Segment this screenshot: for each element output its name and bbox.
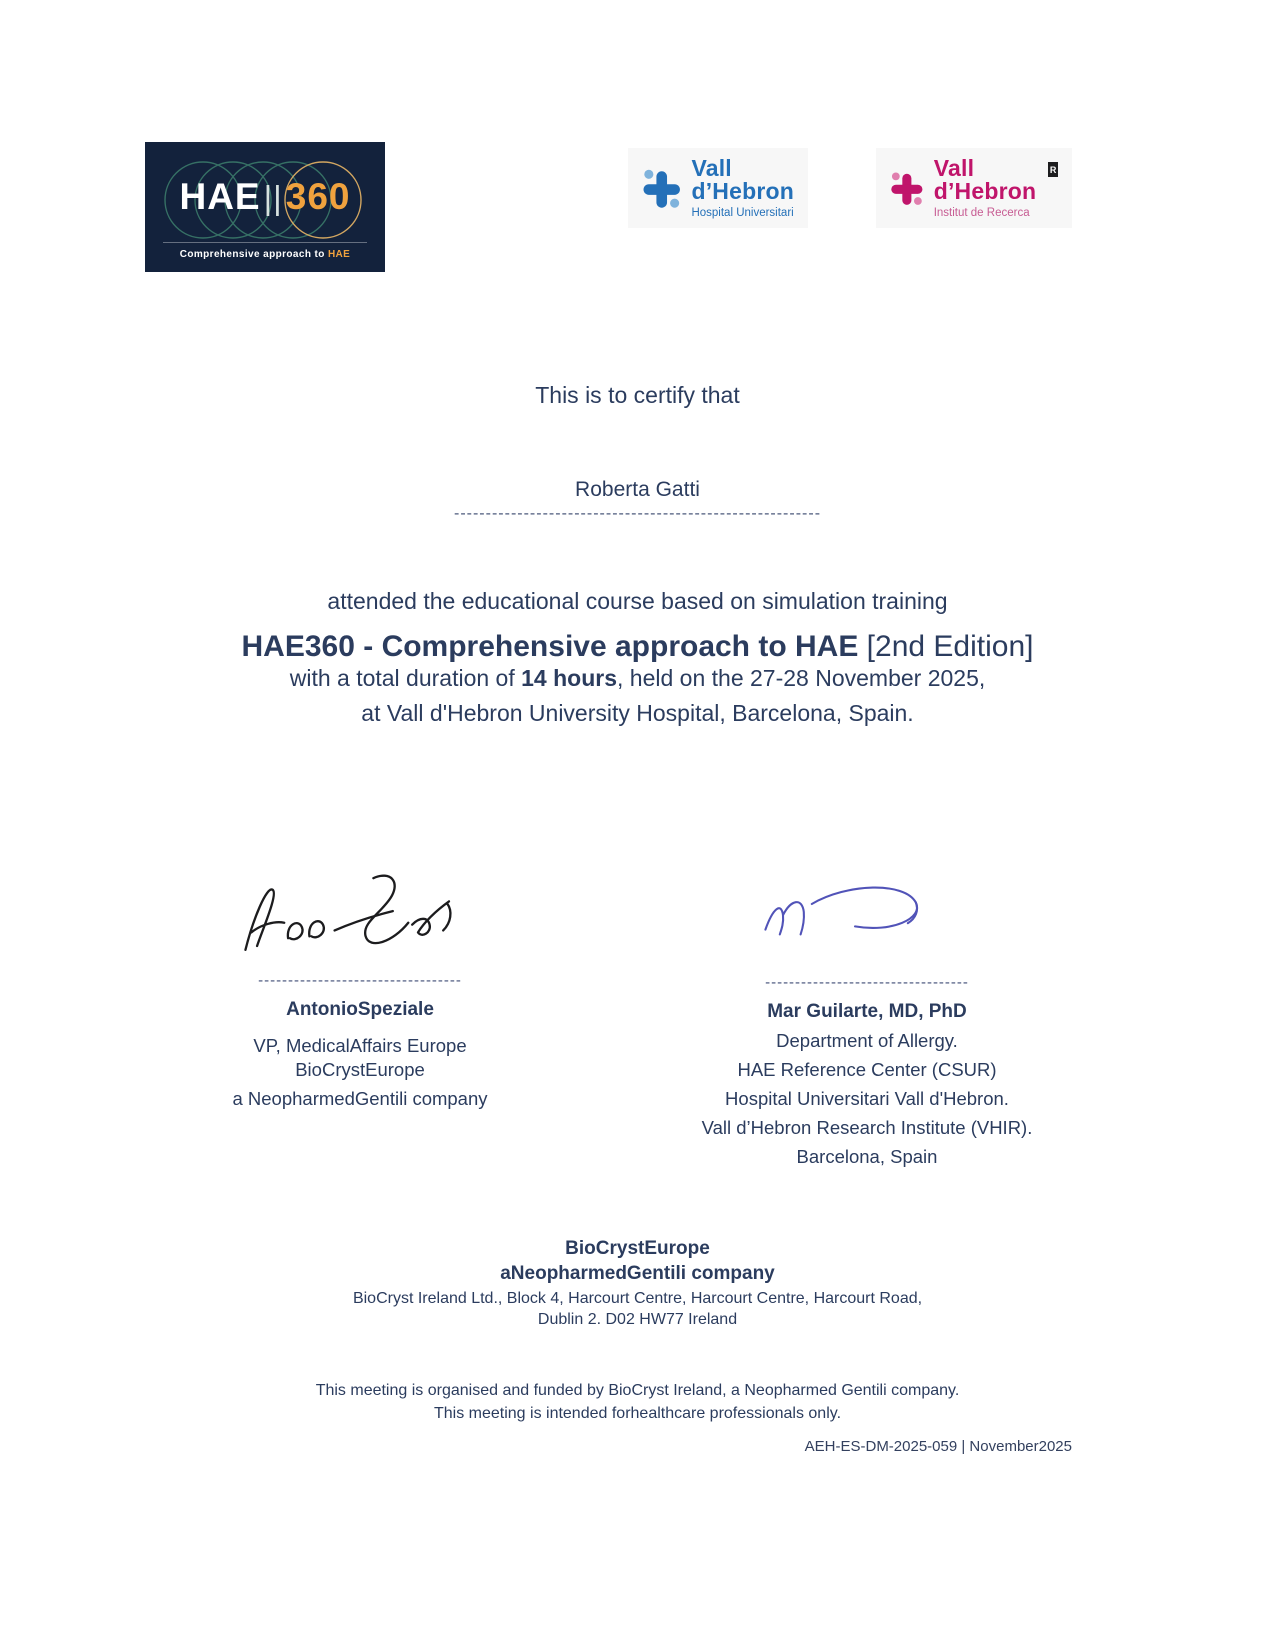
duration-prefix: with a total duration of <box>289 665 522 691</box>
institut-cross-icon <box>890 160 924 216</box>
institut-logo-text <box>933 154 1037 219</box>
left-signature-underline: ---------------------------------- <box>258 972 462 989</box>
course-title-line <box>0 630 1275 664</box>
institut-registered-mark-icon: R <box>1048 162 1058 177</box>
right-signatory-name: Mar Guilarte, MD, PhD <box>767 1001 967 1022</box>
right-signatory-block <box>652 974 1082 1168</box>
left-signatory-block <box>145 972 575 1110</box>
right-signature-underline: ---------------------------------- <box>765 974 969 991</box>
footer-address-line1: BioCryst Ireland Ltd., Block 4, Harcourt Centre, Harcourt Centre, Harcourt Road, <box>352 1290 923 1307</box>
attendee-name: Roberta Gatti <box>575 478 700 501</box>
left-signatory-title: VP, MedicalAffairs Europe <box>253 1035 467 1056</box>
document-code: AEH-ES-DM-2025-059 | November2025 <box>804 1438 1072 1455</box>
hae360-tagline <box>163 242 367 260</box>
duration-hours: 14 hours <box>521 665 618 691</box>
hae360-tagline-text: Comprehensive approach to <box>179 249 328 260</box>
footer-disclaimer-line2: This meeting is intended forhealthcare professionals only. <box>433 1405 842 1422</box>
right-signatory-hospital: Hospital Universitari Vall d'Hebron. <box>725 1088 1009 1109</box>
hae360-wordmark <box>145 176 385 218</box>
hae360-text-360: 360 <box>285 176 351 217</box>
hospital-title-line2: d’Hebron <box>691 178 794 205</box>
institut-title-line1: Vall <box>933 154 975 181</box>
hae360-logo <box>145 142 385 272</box>
hospital-title-line1: Vall <box>691 154 732 181</box>
vall-dhebron-hospital-logo <box>628 148 808 228</box>
course-title-edition: [2nd Edition] <box>858 630 1034 663</box>
hae360-divider: || <box>263 179 283 216</box>
hospital-logo-subtitle: Hospital Universitari <box>691 206 794 219</box>
duration-suffix: , held on the 27-28 November 2025, <box>617 665 986 691</box>
hospital-logo-text <box>691 154 794 219</box>
hae360-tagline-highlight: HAE <box>327 249 351 260</box>
institut-logo-title <box>933 154 1037 205</box>
left-signatory-name: AntonioSpeziale <box>286 999 434 1020</box>
footer-org-sub: aNeopharmedGentili company <box>500 1263 775 1284</box>
footer-disclaimer-line1: This meeting is organised and funded by BioCryst Ireland, a Neopharmed Gentili company. <box>315 1382 960 1399</box>
left-signatory-org2: a NeopharmedGentili company <box>232 1088 488 1109</box>
attended-line: attended the educational course based on simulation training <box>327 588 948 614</box>
right-signatory-center: HAE Reference Center (CSUR) <box>737 1059 997 1080</box>
institut-logo-subtitle: Institut de Recerca <box>933 206 1030 219</box>
hospital-cross-icon <box>642 160 681 216</box>
right-signatory-city: Barcelona, Spain <box>796 1146 938 1167</box>
right-signatory-institute: Vall d’Hebron Research Institute (VHIR). <box>701 1117 1033 1138</box>
footer-org-name: BioCrystEurope <box>565 1238 710 1259</box>
venue-line: at Vall d'Hebron University Hospital, Barcelona, Spain. <box>361 700 914 726</box>
vall-dhebron-institut-logo <box>876 148 1072 228</box>
course-title-bold: HAE360 - Comprehensive approach to HAE <box>241 630 859 663</box>
hospital-logo-title <box>691 154 794 205</box>
right-signatory-dept: Department of Allergy. <box>776 1030 958 1051</box>
right-signature-image <box>735 872 975 968</box>
footer-address-line2: Dublin 2. D02 HW77 Ireland <box>537 1311 738 1328</box>
attendee-name-underline: ---------------------------------------------------------- <box>453 505 822 522</box>
institut-title-line2: d’Hebron <box>933 178 1037 205</box>
duration-line <box>0 665 1275 692</box>
certify-line: This is to certify that <box>535 382 740 408</box>
left-signatory-org: BioCrystEurope <box>295 1059 425 1080</box>
left-signature-image <box>228 858 480 970</box>
hae360-text-hae: HAE <box>179 176 261 217</box>
